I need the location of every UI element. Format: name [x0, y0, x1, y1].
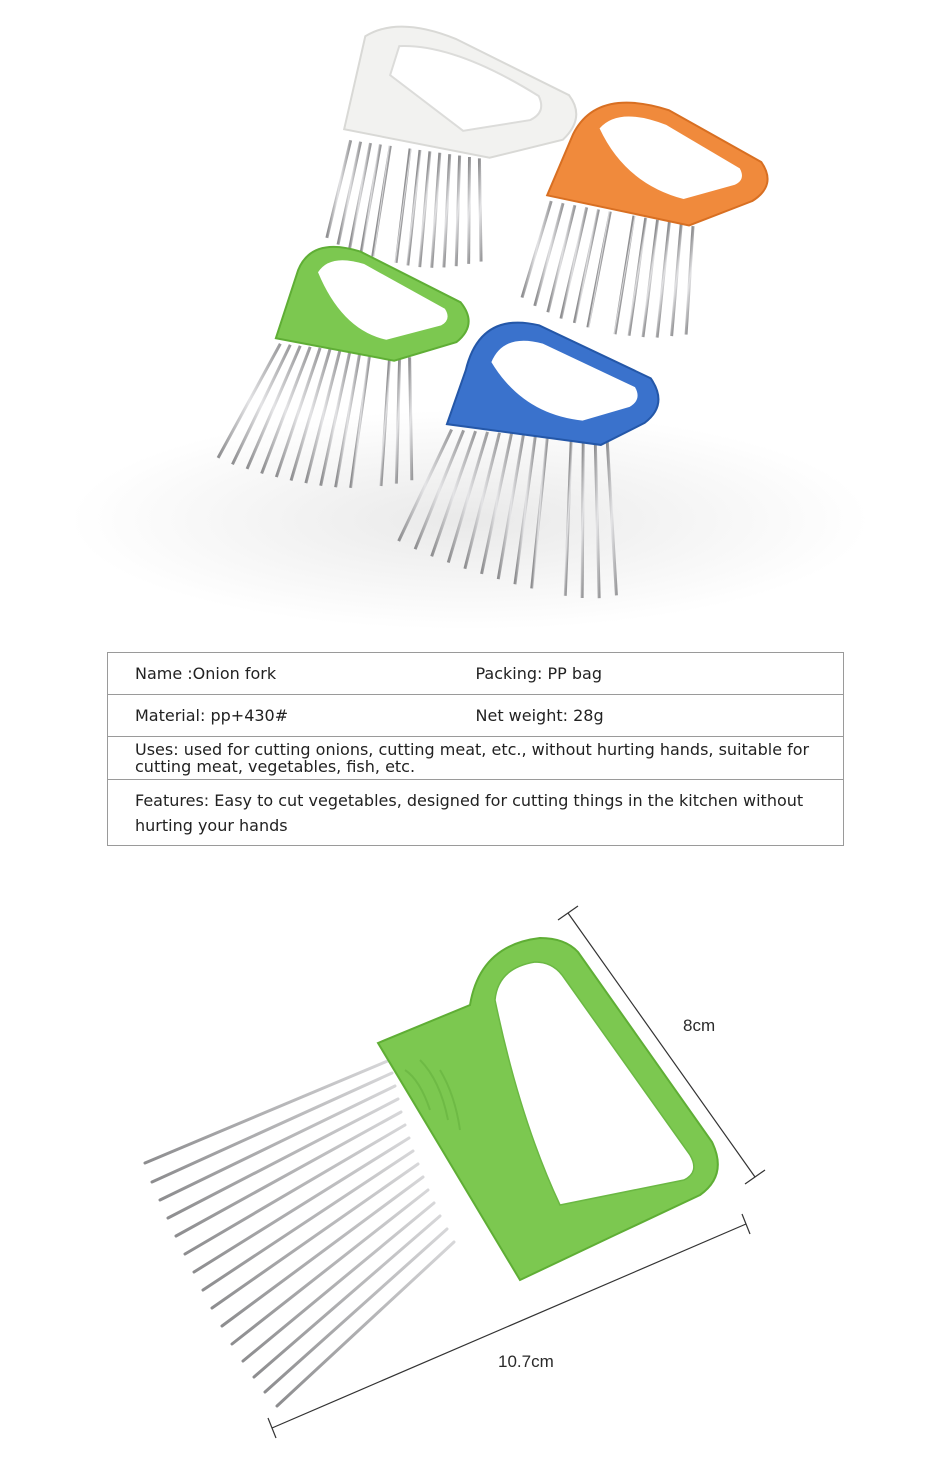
length-dimension-label: 10.7cm: [498, 1352, 554, 1371]
white-onion-fork: [325, 19, 586, 285]
product-spec-table: [107, 652, 844, 846]
spec-uses: Uses: used for cutting onions, cutting meat, etc., without hurting hands, suitable for cutting meat, vegetables, fish, etc.: [108, 737, 844, 780]
fork-tines: [145, 1060, 454, 1406]
table-row: [108, 653, 844, 695]
table-row: [108, 737, 844, 780]
spec-material: Material: pp+430#: [108, 695, 476, 737]
spec-features: Features: Easy to cut vegetables, designed for cutting things in the kitchen without hurting your hands: [108, 780, 844, 846]
spec-packing: Packing: PP bag: [476, 653, 844, 695]
table-row: [108, 780, 844, 846]
height-dimension-label: 8cm: [683, 1016, 716, 1035]
spec-net-weight: Net weight: 28g: [476, 695, 844, 737]
product-photo-dimensions: [0, 880, 944, 1459]
table-row: [108, 695, 844, 737]
product-photo-four-forks: [0, 0, 944, 640]
spec-name: Name :Onion fork: [108, 653, 476, 695]
